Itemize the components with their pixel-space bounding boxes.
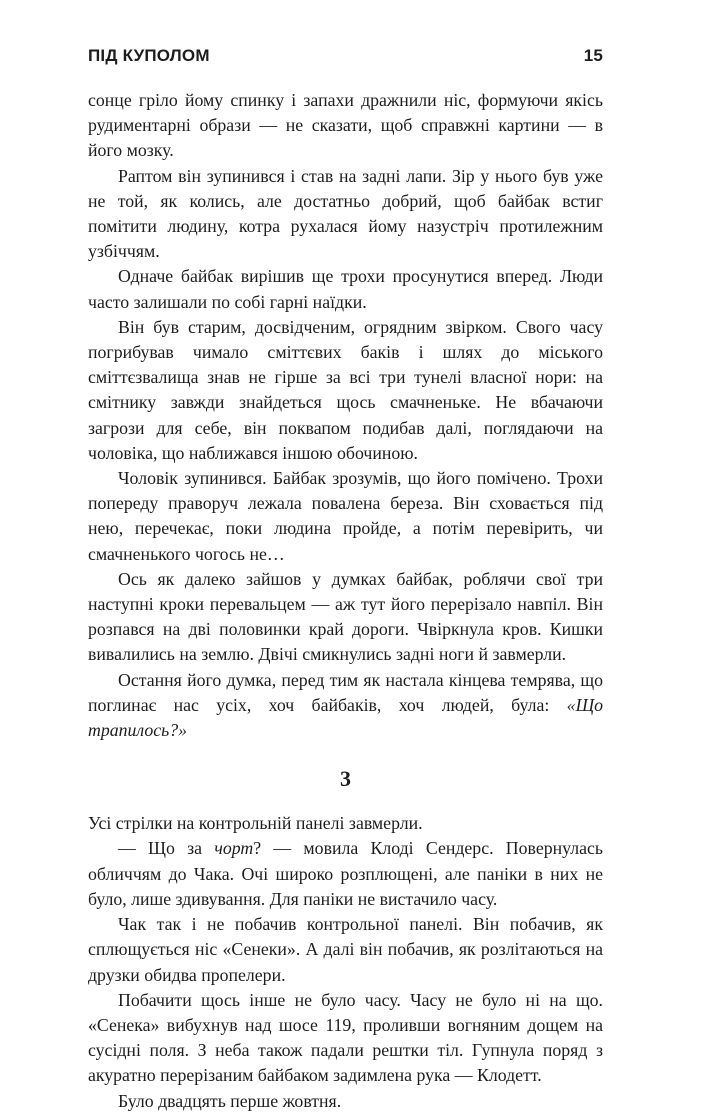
chapter-number: 3 [340,766,351,792]
paragraph: Було двадцять перше жовтня. [118,1090,342,1111]
paragraph: Раптом він зупинився і став на задні лапи. Зір у нього був уже не той, як колись, але достатньо добрий, щоб байбак встиг помітити людину, котра рухалася йому назустріч протилежним узбіччям. [88,165,603,262]
dialogue-start: — Що за [118,838,215,859]
dialogue-end: ? — мовила Клоді Сендерс. Повернулась обличчям до Чака. Очі широко розплющені, але паніки в них не було, лише здивування. Для паніки не вистачило часу. [88,838,603,909]
paragraph: Ось як далеко зайшов у думках байбак, роблячи свої три наступні кроки перевальцем — аж тут його перерізало навпіл. Він розпався на дві половинки край дороги. Чвіркнула кров. Кишки вивалились на землю. Двічі смикнулись задні ноги й завмерли. [88,568,603,665]
running-title: ПІД КУПОЛОМ [88,46,210,65]
page-number: 15 [583,46,603,65]
paragraph-text: Остання його думка, перед тим як настала кінцева темрява, що поглинає нас усіх, хоч байбаків, хоч людей, була: [88,669,603,715]
paragraph: Чоловік зупинився. Байбак зрозумів, що його помічено. Трохи попереду праворуч лежала повалена береза. Він сховається під нею, перечекає, поки людина пройде, а потім перевірить, чи смачненького чогось не… [88,468,603,564]
dialogue-emphasis: чорт [214,838,254,859]
quoted-thought: «Що трапилось?» [88,694,603,741]
paragraph: Побачити щось інше не було часу. Часу не було ні на що. «Сенека» вибухнув над шосе 119, проливши вогняним дощем на сусідні поля. З неба також падали рештки тіл. Гупнула поряд з акуратно перерізаним байбаком задимлена рука — Клодетт. [88,989,603,1086]
paragraph: Чак так і не побачив контрольної панелі. Він побачив, як сплющується ніс «Сенеки». А далі він побачив, як розлітаються на друзки обидва пропелери. [88,914,603,985]
dialogue-paragraph [88,836,603,912]
paragraph: сонце гріло йому спинку і запахи дражнили ніс, формуючи якісь рудиментарні образи — не сказати, щоб справжні картини — в його мозку. [88,90,603,161]
body-text [88,88,603,1114]
paragraph-last-thought [88,668,603,744]
paragraph: Одначе байбак вирішив ще трохи просунутися вперед. Люди часто залишали по собі гарні наїдки. [88,266,603,312]
paragraph: Він був старим, досвідченим, огрядним звірком. Свого часу погрибував чимало сміттєвих баків і шлях до міського сміттєзвалища знав не гірше за всі три тунелі власної нори: на смітнику завжди знайдеться щось смачненьке. Не вбачаючи загрози для себе, він поквапом подибав далі, поглядаючи на чоловіка, що наближався іншою обочиною. [88,316,603,463]
running-header [88,46,603,66]
chapter-opening: Усі стрілки на контрольній панелі завмерли. [88,813,423,834]
